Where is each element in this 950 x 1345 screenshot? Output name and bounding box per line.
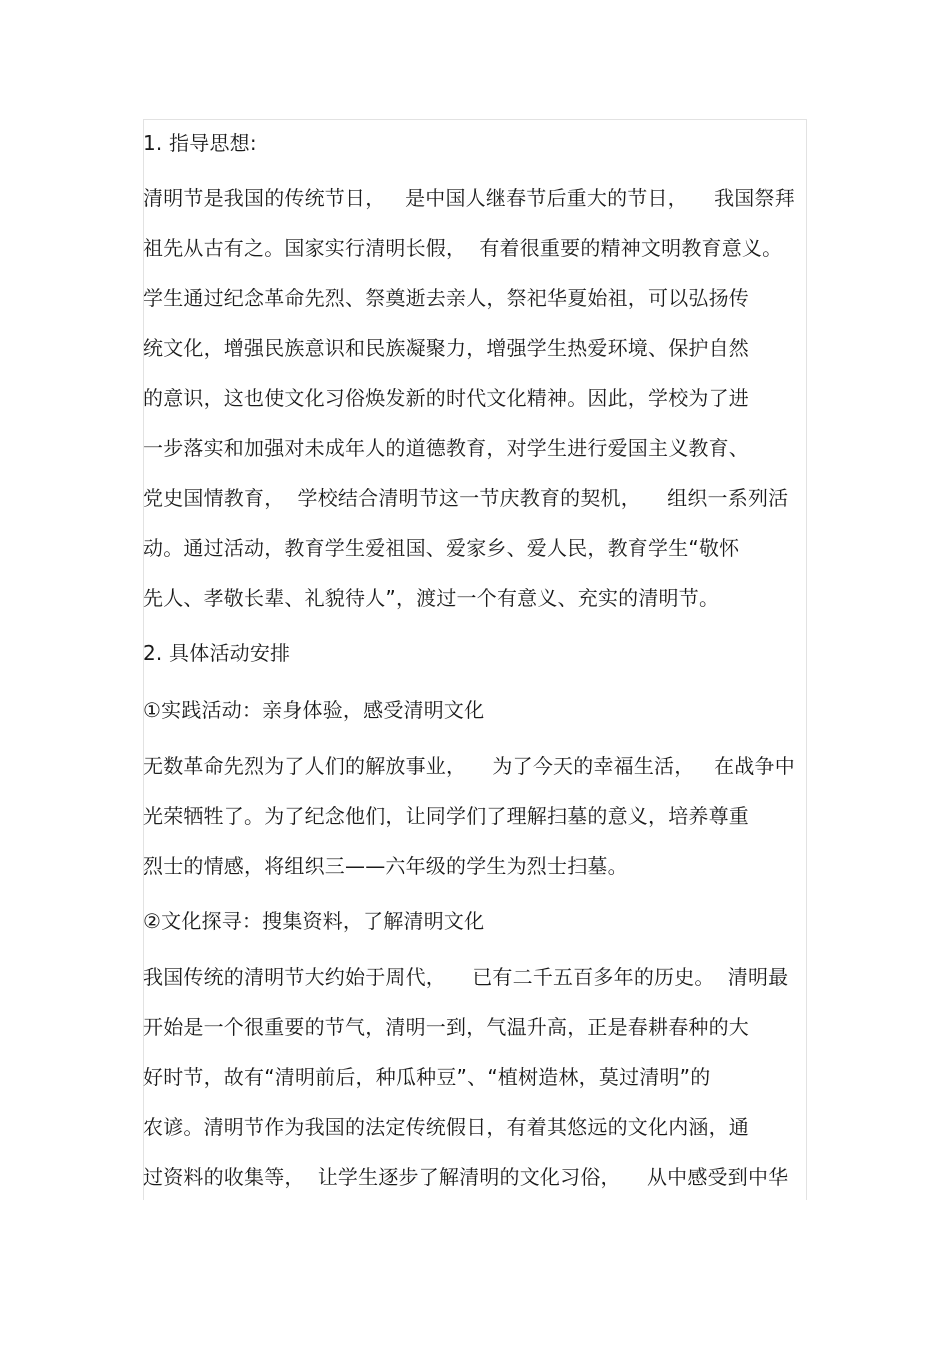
section1-line-3: 学生通过纪念革命先烈、祭奠逝去亲人，祭祀华夏始祖，可以弘扬传 <box>143 286 749 310</box>
section1-line-5: 的意识，这也使文化习俗焕发新的时代文化精神。因此，学校为了进 <box>143 386 749 410</box>
activity1-line-2: 光荣牺牲了。为了纪念他们，让同学们了理解扫墓的意义，培养尊重 <box>143 804 749 828</box>
section1-line-6: 一步落实和加强对未成年人的道德教育，对学生进行爱国主义教育、 <box>143 436 749 460</box>
activity2-line-4: 农谚。清明节作为我国的法定传统假日，有着其悠远的文化内涵，通 <box>143 1115 749 1139</box>
section2-heading: 2. 具体活动安排 <box>143 641 291 665</box>
activity2-line-2: 开始是一个很重要的节气，清明一到，气温升高，正是春耕春种的大 <box>143 1015 749 1039</box>
section1-line-8: 动。通过活动，教育学生爱祖国、爱家乡、爱人民，教育学生“敬怀 <box>143 536 740 560</box>
activity1-title: ①实践活动：亲身体验，感受清明文化 <box>143 698 485 722</box>
activity2-line-1: 我国传统的清明节大约始于周代， 已有二千五百多年的历史。 清明最 <box>143 965 789 989</box>
section1-line-2: 祖先从古有之。国家实行清明长假， 有着很重要的精神文明教育意义。 <box>143 236 783 260</box>
activity2-line-5: 过资料的收集等， 让学生逐步了解清明的文化习俗， 从中感受到中华 <box>143 1165 789 1189</box>
activity2-title: ②文化探寻：搜集资料，了解清明文化 <box>143 909 485 933</box>
section1-line-1: 清明节是我国的传统节日， 是中国人继春节后重大的节日， 我国祭拜 <box>143 186 795 210</box>
activity1-line-3: 烈士的情感，将组织三——六年级的学生为烈士扫墓。 <box>143 854 628 878</box>
section1-heading: 1. 指导思想: <box>143 131 257 155</box>
section1-line-7: 党史国情教育， 学校结合清明节这一节庆教育的契机， 组织一系列活 <box>143 486 789 510</box>
activity2-line-3: 好时节，故有“清明前后，种瓜种豆”、“植树造林，莫过清明”的 <box>143 1065 711 1089</box>
section1-line-9: 先人、孝敬长辈、礼貌待人”，渡过一个有意义、充实的清明节。 <box>143 586 720 610</box>
activity1-line-1: 无数革命先烈为了人们的解放事业， 为了今天的幸福生活， 在战争中 <box>143 754 795 778</box>
section1-line-4: 统文化，增强民族意识和民族凝聚力，增强学生热爱环境、保护自然 <box>143 336 749 360</box>
